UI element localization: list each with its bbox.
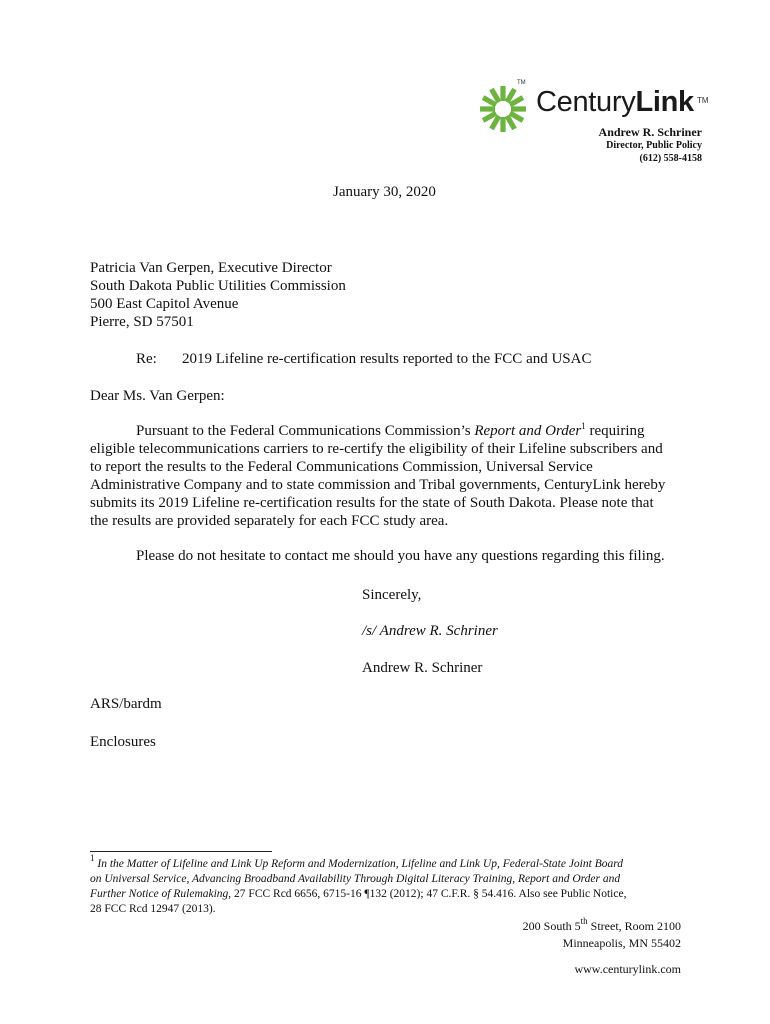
company-city: Minneapolis, MN 55402 bbox=[562, 936, 681, 950]
re-label: Re: bbox=[136, 351, 157, 367]
para-line bbox=[90, 422, 690, 440]
company-website[interactable]: www.centurylink.com bbox=[574, 962, 681, 976]
footnote-number: 1 bbox=[90, 853, 95, 863]
para-line: the results are provided separately for each FCC study area. bbox=[90, 513, 449, 529]
footnote-citation: , 27 FCC Rcd 6656, 6715-16 ¶132 (2012); 47 C.F.R. § 54.416. Also see Public Notice, bbox=[228, 888, 627, 900]
footnote-line bbox=[90, 887, 686, 902]
footnote-divider bbox=[90, 851, 272, 852]
footnote-ref: 1 bbox=[581, 421, 586, 431]
footnote-italic: In the Matter of Lifeline and Link Up Reform and Modernization, Lifeline and Link Up, Federal-State Joint Board bbox=[97, 858, 624, 870]
re-subject: 2019 Lifeline re-certification results reported to the FCC and USAC bbox=[182, 351, 592, 367]
typist-initials: ARS/bardm bbox=[90, 696, 162, 712]
salutation: Dear Ms. Van Gerpen: bbox=[90, 388, 225, 404]
para-line: eligible telecommunications carriers to re-certify the eligibility of their Lifeline subscribers and bbox=[90, 441, 663, 457]
sender-name: Andrew R. Schriner bbox=[598, 125, 702, 139]
street-part: 200 South 5 bbox=[522, 919, 581, 933]
signer-name: Andrew R. Schriner bbox=[362, 660, 483, 676]
recipient-line: Pierre, SD 57501 bbox=[90, 314, 194, 330]
footnote bbox=[90, 853, 686, 917]
recipient-line: 500 East Capitol Avenue bbox=[90, 296, 239, 312]
para-line: to report the results to the Federal Communications Commission, Universal Service bbox=[90, 459, 593, 475]
footnote-line bbox=[90, 872, 686, 887]
footnote-line bbox=[90, 853, 686, 872]
para-line: Administrative Company and to state commission and Tribal governments, CenturyLink hereby bbox=[90, 477, 666, 493]
para1-line1-end: requiring bbox=[585, 423, 645, 439]
letter-date: January 30, 2020 bbox=[333, 184, 436, 200]
recipient-address bbox=[90, 259, 346, 331]
company-street bbox=[523, 918, 681, 935]
centurylink-burst-icon bbox=[478, 84, 528, 134]
recipient-line: South Dakota Public Utilities Commission bbox=[90, 278, 346, 294]
closing-sincerely: Sincerely, bbox=[362, 587, 422, 603]
company-address bbox=[523, 918, 681, 952]
logo-icon-tm: TM bbox=[517, 80, 526, 86]
para-line: submits its 2019 Lifeline re-certification results for the state of South Dakota. Please note that bbox=[90, 495, 654, 511]
sender-block bbox=[599, 126, 702, 165]
street-part: Street, Room 2100 bbox=[587, 919, 681, 933]
sender-title: Director, Public Policy bbox=[606, 140, 702, 151]
company-logo-wordmark bbox=[536, 86, 694, 119]
body-paragraph-1 bbox=[90, 422, 690, 530]
logo-word-century: Century bbox=[536, 86, 636, 118]
signature: /s/ Andrew R. Schriner bbox=[362, 623, 498, 639]
enclosures-note: Enclosures bbox=[90, 734, 156, 750]
logo-tm: TM bbox=[697, 96, 709, 105]
report-order-italic: Report and Order bbox=[474, 423, 582, 439]
sender-phone: (612) 558-4158 bbox=[639, 153, 702, 164]
footnote-italic: on Universal Service, Advancing Broadband Availability Through Digital Literacy Training, Report and Order and bbox=[90, 873, 621, 885]
footnote-italic: Further Notice of Rulemaking bbox=[90, 888, 229, 900]
body-paragraph-2: Please do not hesitate to contact me should you have any questions regarding this filing. bbox=[136, 548, 665, 564]
street-ordinal: th bbox=[580, 916, 588, 926]
recipient-line: Patricia Van Gerpen, Executive Director bbox=[90, 260, 332, 276]
para1-before: Pursuant to the Federal Communications Commission’s bbox=[136, 423, 475, 439]
logo-word-link: Link bbox=[635, 86, 694, 118]
footnote-line: 28 FCC Rcd 12947 (2013). bbox=[90, 903, 216, 915]
